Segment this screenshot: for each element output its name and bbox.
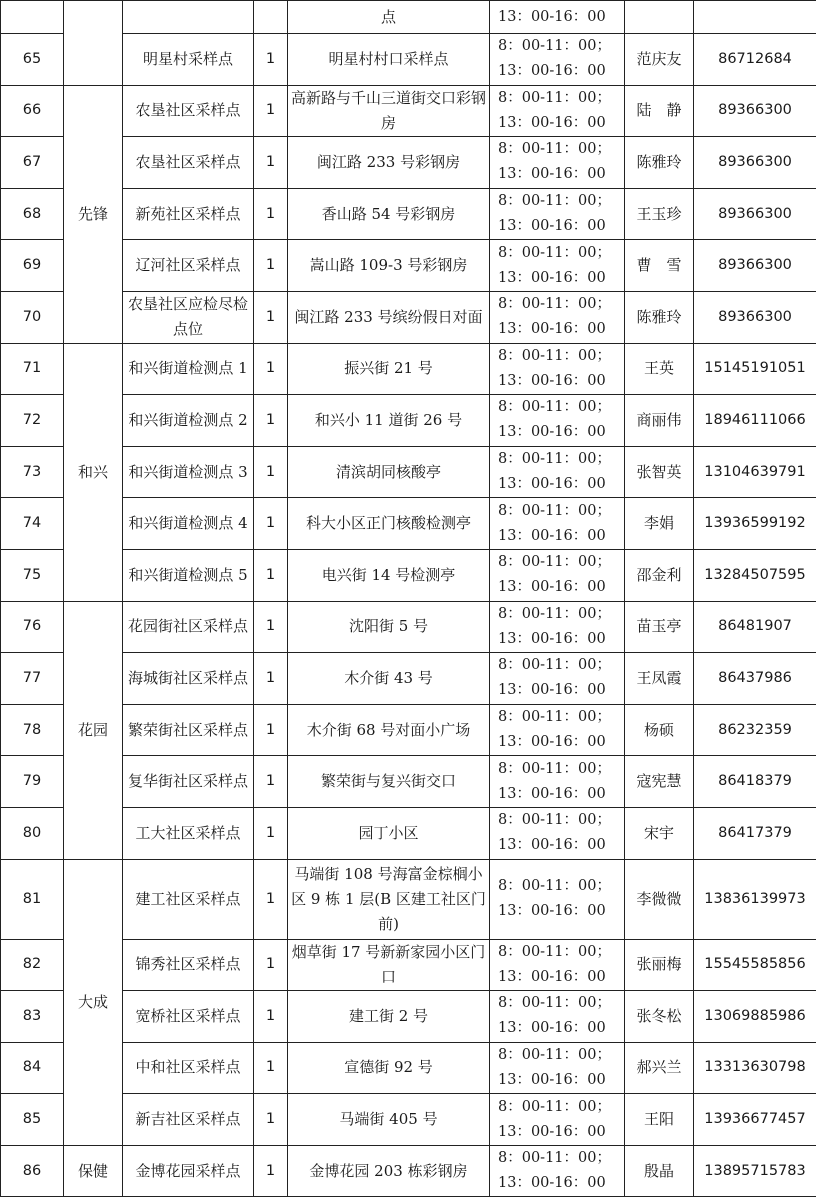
index-cell: 86	[1, 1145, 64, 1197]
site-cell: 和兴街道检测点 4	[123, 498, 254, 550]
table-row	[1, 756, 816, 808]
contact-cell: 陈雅玲	[625, 137, 694, 189]
contact-cell: 张冬松	[625, 991, 694, 1043]
table-body	[1, 1, 816, 1197]
time-cell: 8：00-11：00； 13：00-16：00	[490, 1145, 625, 1197]
count-cell: 1	[254, 137, 288, 189]
count-cell: 1	[254, 395, 288, 447]
index-cell: 66	[1, 85, 64, 137]
count-cell: 1	[254, 756, 288, 808]
address-cell: 和兴小 11 道街 26 号	[288, 395, 490, 447]
phone-cell: 13313630798	[694, 1042, 816, 1094]
phone-cell: 89366300	[694, 188, 816, 240]
site-cell: 繁荣街社区采样点	[123, 704, 254, 756]
count-cell: 1	[254, 1094, 288, 1146]
contact-cell: 范庆友	[625, 34, 694, 86]
time-cell: 8：00-11：00； 13：00-16：00	[490, 446, 625, 498]
contact-cell: 王凤霞	[625, 653, 694, 705]
table-row	[1, 653, 816, 705]
phone-cell: 13284507595	[694, 549, 816, 601]
count-cell: 1	[254, 939, 288, 991]
index-cell: 75	[1, 549, 64, 601]
site-cell: 复华街社区采样点	[123, 756, 254, 808]
time-cell: 13：00-16：00	[490, 1, 625, 34]
time-cell: 8：00-11：00； 13：00-16：00	[490, 756, 625, 808]
table-row	[1, 859, 816, 939]
index-cell: 74	[1, 498, 64, 550]
phone-cell: 89366300	[694, 85, 816, 137]
count-cell: 1	[254, 240, 288, 292]
site-cell: 海城街社区采样点	[123, 653, 254, 705]
site-cell: 辽河社区采样点	[123, 240, 254, 292]
time-cell: 8：00-11：00； 13：00-16：00	[490, 807, 625, 859]
index-cell: 71	[1, 343, 64, 395]
time-cell: 8：00-11：00； 13：00-16：00	[490, 137, 625, 189]
table-row	[1, 291, 816, 343]
table-row	[1, 188, 816, 240]
contact-cell: 宋宇	[625, 807, 694, 859]
address-cell: 闽江路 233 号缤纷假日对面	[288, 291, 490, 343]
index-cell: 84	[1, 1042, 64, 1094]
site-cell: 工大社区采样点	[123, 807, 254, 859]
index-cell: 82	[1, 939, 64, 991]
phone-cell	[694, 1, 816, 34]
index-cell: 79	[1, 756, 64, 808]
district-cell: 大成	[64, 859, 123, 1145]
time-cell: 8：00-11：00； 13：00-16：00	[490, 291, 625, 343]
address-cell: 点	[288, 1, 490, 34]
time-cell: 8：00-11：00； 13：00-16：00	[490, 240, 625, 292]
contact-cell: 商丽伟	[625, 395, 694, 447]
site-cell: 和兴街道检测点 2	[123, 395, 254, 447]
phone-cell: 13836139973	[694, 859, 816, 939]
table-row	[1, 1094, 816, 1146]
contact-cell: 陈雅玲	[625, 291, 694, 343]
site-cell: 和兴街道检测点 3	[123, 446, 254, 498]
index-cell: 72	[1, 395, 64, 447]
address-cell: 金博花园 203 栋彩钢房	[288, 1145, 490, 1197]
contact-cell: 郝兴兰	[625, 1042, 694, 1094]
table-row	[1, 446, 816, 498]
site-cell: 宽桥社区采样点	[123, 991, 254, 1043]
time-cell: 8：00-11：00； 13：00-16：00	[490, 343, 625, 395]
count-cell: 1	[254, 601, 288, 653]
address-cell: 高新路与千山三道街交口彩钢房	[288, 85, 490, 137]
contact-cell: 张丽梅	[625, 939, 694, 991]
phone-cell: 15145191051	[694, 343, 816, 395]
phone-cell: 13069885986	[694, 991, 816, 1043]
count-cell: 1	[254, 498, 288, 550]
table-row	[1, 1042, 816, 1094]
phone-cell: 13936677457	[694, 1094, 816, 1146]
table-row	[1, 137, 816, 189]
index-cell: 70	[1, 291, 64, 343]
address-cell: 香山路 54 号彩钢房	[288, 188, 490, 240]
index-cell: 85	[1, 1094, 64, 1146]
phone-cell: 89366300	[694, 137, 816, 189]
index-cell	[1, 1, 64, 34]
contact-cell: 陆 静	[625, 85, 694, 137]
time-cell: 8：00-11：00； 13：00-16：00	[490, 498, 625, 550]
district-cell: 保健	[64, 1145, 123, 1197]
time-cell: 8：00-11：00； 13：00-16：00	[490, 188, 625, 240]
table-row	[1, 240, 816, 292]
count-cell: 1	[254, 859, 288, 939]
table-row	[1, 395, 816, 447]
contact-cell: 李娟	[625, 498, 694, 550]
table-row	[1, 85, 816, 137]
table-row	[1, 343, 816, 395]
address-cell: 建工街 2 号	[288, 991, 490, 1043]
address-cell: 烟草街 17 号新新家园小区门口	[288, 939, 490, 991]
count-cell: 1	[254, 1042, 288, 1094]
address-cell: 嵩山路 109-3 号彩钢房	[288, 240, 490, 292]
table-row	[1, 807, 816, 859]
time-cell: 8：00-11：00； 13：00-16：00	[490, 704, 625, 756]
address-cell: 沈阳街 5 号	[288, 601, 490, 653]
index-cell: 80	[1, 807, 64, 859]
contact-cell: 王英	[625, 343, 694, 395]
site-cell: 锦秀社区采样点	[123, 939, 254, 991]
phone-cell: 89366300	[694, 240, 816, 292]
time-cell: 8：00-11：00； 13：00-16：00	[490, 601, 625, 653]
index-cell: 78	[1, 704, 64, 756]
contact-cell: 李微微	[625, 859, 694, 939]
time-cell: 8：00-11：00； 13：00-16：00	[490, 395, 625, 447]
address-cell: 科大小区正门核酸检测亭	[288, 498, 490, 550]
count-cell: 1	[254, 188, 288, 240]
contact-cell: 王玉珍	[625, 188, 694, 240]
district-cell: 和兴	[64, 343, 123, 601]
count-cell: 1	[254, 1145, 288, 1197]
address-cell: 闽江路 233 号彩钢房	[288, 137, 490, 189]
district-cell: 先锋	[64, 85, 123, 343]
count-cell: 1	[254, 34, 288, 86]
index-cell: 68	[1, 188, 64, 240]
address-cell: 马端街 405 号	[288, 1094, 490, 1146]
table-row	[1, 704, 816, 756]
phone-cell: 86417379	[694, 807, 816, 859]
count-cell: 1	[254, 291, 288, 343]
table-row	[1, 549, 816, 601]
time-cell: 8：00-11：00； 13：00-16：00	[490, 549, 625, 601]
address-cell: 繁荣街与复兴街交口	[288, 756, 490, 808]
phone-cell: 18946111066	[694, 395, 816, 447]
site-cell: 和兴街道检测点 1	[123, 343, 254, 395]
address-cell: 木介街 43 号	[288, 653, 490, 705]
site-cell: 建工社区采样点	[123, 859, 254, 939]
site-cell: 新吉社区采样点	[123, 1094, 254, 1146]
table-row	[1, 1, 816, 34]
phone-cell: 89366300	[694, 291, 816, 343]
contact-cell: 杨硕	[625, 704, 694, 756]
table-row	[1, 34, 816, 86]
count-cell: 1	[254, 446, 288, 498]
index-cell: 77	[1, 653, 64, 705]
site-cell: 中和社区采样点	[123, 1042, 254, 1094]
count-cell: 1	[254, 549, 288, 601]
count-cell: 1	[254, 85, 288, 137]
phone-cell: 13936599192	[694, 498, 816, 550]
contact-cell: 苗玉亭	[625, 601, 694, 653]
table-row	[1, 601, 816, 653]
site-cell: 农垦社区采样点	[123, 137, 254, 189]
index-cell: 81	[1, 859, 64, 939]
index-cell: 67	[1, 137, 64, 189]
phone-cell: 86418379	[694, 756, 816, 808]
count-cell: 1	[254, 704, 288, 756]
index-cell: 83	[1, 991, 64, 1043]
contact-cell: 寇宪慧	[625, 756, 694, 808]
index-cell: 65	[1, 34, 64, 86]
count-cell: 1	[254, 807, 288, 859]
index-cell: 73	[1, 446, 64, 498]
time-cell: 8：00-11：00； 13：00-16：00	[490, 1042, 625, 1094]
address-cell: 木介街 68 号对面小广场	[288, 704, 490, 756]
time-cell: 8：00-11：00； 13：00-16：00	[490, 85, 625, 137]
site-cell: 金博花园采样点	[123, 1145, 254, 1197]
address-cell: 园丁小区	[288, 807, 490, 859]
district-cell: 花园	[64, 601, 123, 859]
site-cell: 明星村采样点	[123, 34, 254, 86]
table-row	[1, 498, 816, 550]
phone-cell: 13104639791	[694, 446, 816, 498]
time-cell: 8：00-11：00； 13：00-16：00	[490, 859, 625, 939]
time-cell: 8：00-11：00； 13：00-16：00	[490, 34, 625, 86]
site-cell: 新苑社区采样点	[123, 188, 254, 240]
contact-cell: 殷晶	[625, 1145, 694, 1197]
site-cell: 农垦社区应检尽检点位	[123, 291, 254, 343]
table-row	[1, 1145, 816, 1197]
phone-cell: 15545585856	[694, 939, 816, 991]
address-cell: 宣德街 92 号	[288, 1042, 490, 1094]
count-cell: 1	[254, 991, 288, 1043]
address-cell: 明星村村口采样点	[288, 34, 490, 86]
address-cell: 马端街 108 号海富金棕榈小区 9 栋 1 层(B 区建工社区门前)	[288, 859, 490, 939]
index-cell: 69	[1, 240, 64, 292]
site-cell: 花园街社区采样点	[123, 601, 254, 653]
site-cell: 和兴街道检测点 5	[123, 549, 254, 601]
phone-cell: 13895715783	[694, 1145, 816, 1197]
contact-cell: 张智英	[625, 446, 694, 498]
site-cell	[123, 1, 254, 34]
district-cell	[64, 1, 123, 86]
phone-cell: 86232359	[694, 704, 816, 756]
index-cell: 76	[1, 601, 64, 653]
address-cell: 振兴街 21 号	[288, 343, 490, 395]
phone-cell: 86481907	[694, 601, 816, 653]
contact-cell: 邵金利	[625, 549, 694, 601]
contact-cell: 王阳	[625, 1094, 694, 1146]
table-row	[1, 991, 816, 1043]
count-cell: 1	[254, 343, 288, 395]
site-cell: 农垦社区采样点	[123, 85, 254, 137]
count-cell	[254, 1, 288, 34]
time-cell: 8：00-11：00； 13：00-16：00	[490, 1094, 625, 1146]
address-cell: 清滨胡同核酸亭	[288, 446, 490, 498]
contact-cell: 曹 雪	[625, 240, 694, 292]
phone-cell: 86712684	[694, 34, 816, 86]
table-row	[1, 939, 816, 991]
count-cell: 1	[254, 653, 288, 705]
address-cell: 电兴街 14 号检测亭	[288, 549, 490, 601]
contact-cell	[625, 1, 694, 34]
time-cell: 8：00-11：00； 13：00-16：00	[490, 991, 625, 1043]
time-cell: 8：00-11：00； 13：00-16：00	[490, 939, 625, 991]
phone-cell: 86437986	[694, 653, 816, 705]
time-cell: 8：00-11：00； 13：00-16：00	[490, 653, 625, 705]
